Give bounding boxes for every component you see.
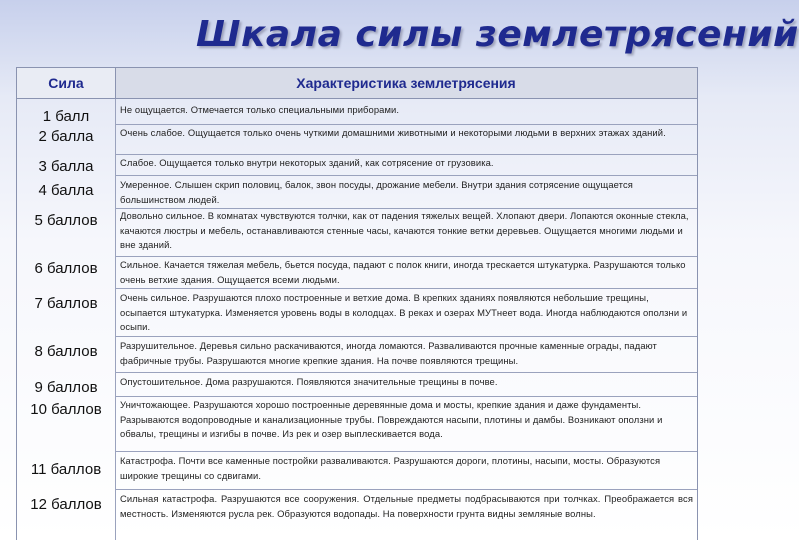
row-divider — [115, 175, 697, 176]
header-strength: Сила — [17, 68, 116, 98]
table-header — [17, 67, 697, 99]
row-description: Разрушительное. Деревья сильно раскачиваются, иногда ломаются. Разваливаются прочные каменные ограды, падают фабричные трубы. Разрушаются многие крепкие здания. На почве появляются трещины. — [120, 340, 657, 366]
row-description: Опустошительное. Дома разрушаются. Появляются значительные трещины в почве. — [120, 376, 498, 387]
row-label: 7 баллов — [34, 295, 98, 312]
row-label: 5 баллов — [34, 212, 98, 229]
row-description: Уничтожающее. Разрушаются хорошо построенные деревянные дома и мосты, крепкие здания и даже фундаменты. Разрываются водопроводные и канализационные трубы. Повреждаются насыпи, плотины и дамбы. Возникают оползни и обвалы, трещины и изгибы в почве. Из рек и озер выплескивается вода. — [120, 399, 663, 440]
row-divider — [115, 288, 697, 289]
row-label: 4 балла — [38, 182, 94, 199]
row-divider — [115, 336, 697, 337]
row-label: 12 баллов — [30, 496, 102, 513]
row-label: 6 баллов — [34, 260, 98, 277]
row-divider — [115, 396, 697, 397]
row-label: 11 баллов — [30, 461, 102, 478]
row-label: 9 баллов — [34, 379, 98, 396]
row-label: 1 балл — [42, 108, 90, 125]
row-description: Умеренное. Слышен скрип половиц, балок, звон посуды, дрожание мебели. Внутри здания сотрясение ощущается большинством людей. — [120, 179, 633, 205]
row-divider — [115, 372, 697, 373]
row-description: Не ощущается. Отмечается только специальными приборами. — [120, 104, 400, 115]
earthquake-scale-table — [16, 67, 698, 540]
row-label: 8 баллов — [34, 343, 98, 360]
row-divider — [115, 124, 697, 125]
row-divider — [115, 451, 697, 452]
row-description: Очень сильное. Разрушаются плохо построенные и ветхие дома. В крепких зданиях появляются небольшие трещины, осыпается штукатурка. Изменяется уровень воды в колодцах. В реках и озерах МУТнеет вода. Иногда наблюдаются оползни и осыпи. — [120, 292, 688, 333]
row-label: 2 балла — [38, 128, 94, 145]
row-divider — [115, 489, 697, 490]
row-label: 3 балла — [38, 158, 94, 175]
row-description: Катастрофа. Почти все каменные постройки разваливаются. Разрушаются дороги, плотины, насыпи, мосты. Образуются широкие трещины со сдвигами. — [120, 455, 661, 481]
row-description: Очень слабое. Ощущается только очень чуткими домашними животными и некоторыми людьми в верхних этажах зданий. — [120, 127, 666, 138]
row-divider — [115, 154, 697, 155]
row-description: Довольно сильное. В комнатах чувствуются толчки, как от падения тяжелых вещей. Хлопают двери. Лопаются оконные стекла, качаются люстры и мебель, останавливаются стенные часы, качаются тонкие ветки деревьев. Ощущается многими людьми и вне зданий. — [120, 210, 689, 251]
row-description: Сильная катастрофа. Разрушаются все сооружения. Отдельные предметы подбрасываются при толчках. Преображается вся местность. Изменяются русла рек. Образуются водопады. На поверхности грунта видны земляные волны. — [120, 493, 693, 519]
row-description: Слабое. Ощущается только внутри некоторых зданий, как сотрясение от грузовика. — [120, 157, 494, 168]
row-divider — [115, 256, 697, 257]
row-description: Сильное. Качается тяжелая мебель, бьется посуда, падают с полок книги, иногда трескается штукатурка. Разрушаются только очень ветхие здания. Ощущается всеми людьми. — [120, 259, 686, 285]
header-characteristic: Характеристика землетрясения — [296, 75, 516, 91]
page-title: Шкала силы землетрясений — [196, 14, 799, 55]
column-divider — [115, 99, 116, 540]
row-label: 10 баллов — [30, 401, 102, 418]
